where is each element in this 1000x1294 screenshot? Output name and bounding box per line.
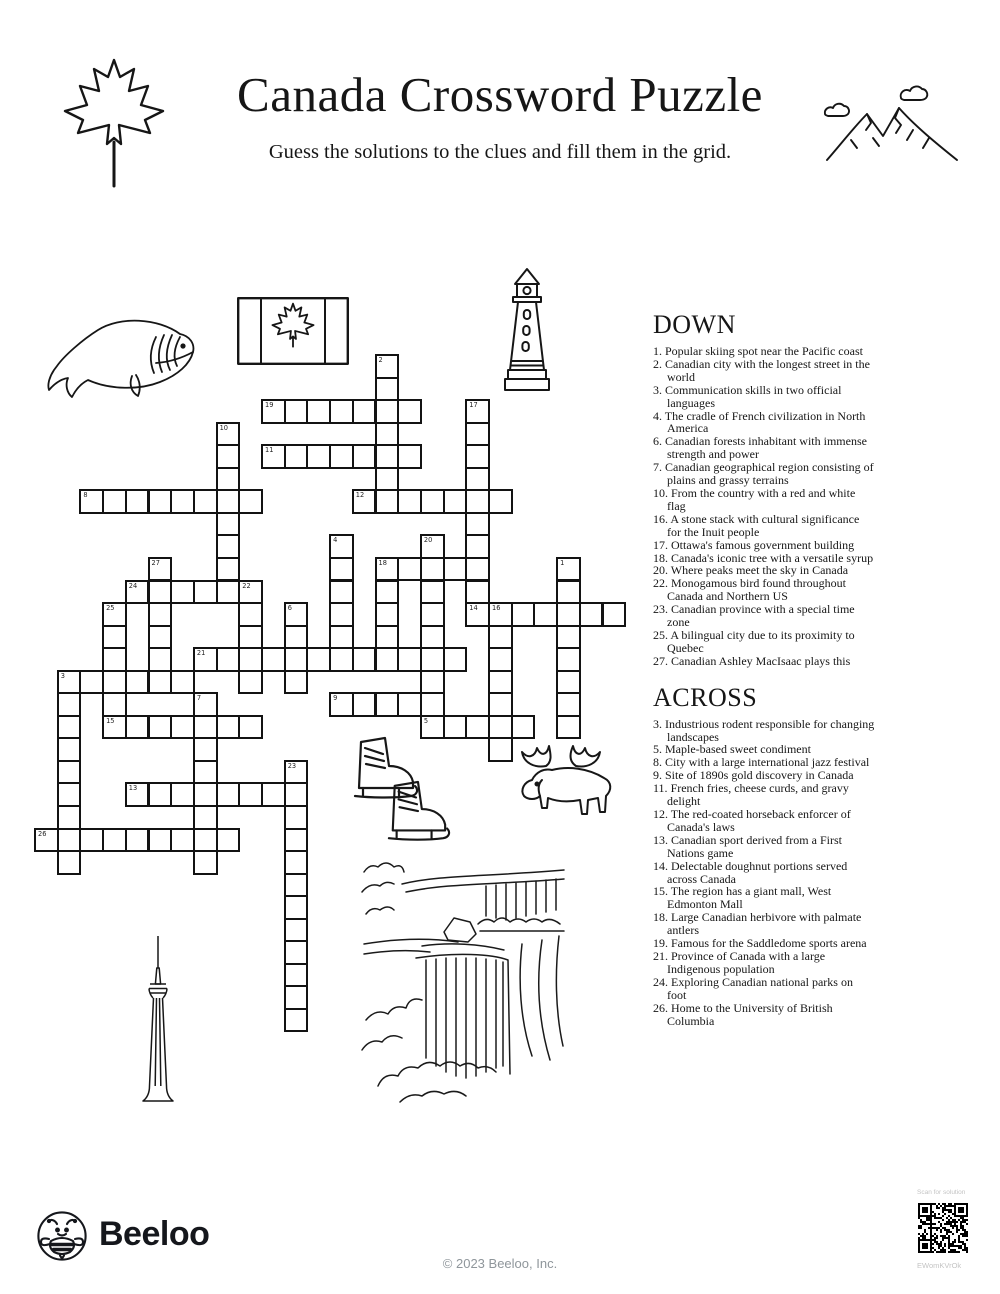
grid-cell[interactable] [125, 828, 150, 853]
grid-cell[interactable] [148, 828, 173, 853]
grid-cell[interactable] [193, 489, 218, 514]
clue-item: 2. Canadian city with the longest street in the world [653, 356, 870, 384]
clue-item: 5. Maple-based sweet condiment [653, 742, 811, 757]
clue-item: 17. Ottawa's famous government building [653, 537, 855, 552]
grid-cell[interactable] [306, 647, 331, 672]
grid-cell[interactable] [125, 782, 150, 807]
cell-number: 21 [196, 649, 206, 658]
grid-cell[interactable] [465, 444, 490, 469]
grid-cell[interactable] [216, 534, 241, 559]
cell-number: 12 [355, 491, 365, 500]
grid-cell[interactable] [329, 602, 354, 627]
grid-cell[interactable] [556, 715, 581, 740]
grid-cell[interactable] [79, 489, 104, 514]
cell-number: 5 [423, 716, 429, 725]
grid-cell[interactable] [148, 602, 173, 627]
grid-cell[interactable] [420, 715, 445, 740]
grid-cell[interactable] [375, 625, 400, 650]
grid-cell[interactable] [329, 580, 354, 605]
grid-cell[interactable] [216, 647, 241, 672]
grid-cell[interactable] [329, 534, 354, 559]
grid-cell[interactable] [352, 692, 377, 717]
grid-cell[interactable] [420, 534, 445, 559]
grid-cell[interactable] [170, 580, 195, 605]
cell-number: 1 [560, 558, 565, 567]
grid-cell[interactable] [488, 489, 513, 514]
grid-cell[interactable] [420, 647, 445, 672]
grid-cell[interactable] [284, 760, 309, 785]
grid-cell[interactable] [465, 399, 490, 424]
grid-cell[interactable] [238, 602, 263, 627]
clue-item: 25. A bilingual city due to its proximity to Quebec [653, 627, 855, 655]
grid-cell[interactable] [375, 692, 400, 717]
grid-cell[interactable] [193, 647, 218, 672]
grid-cell[interactable] [216, 422, 241, 447]
grid-cell[interactable] [216, 782, 241, 807]
qr-scan-label: Scan for solution [917, 1189, 966, 1196]
cell-number: 13 [128, 784, 138, 793]
grid-cell[interactable] [148, 489, 173, 514]
grid-cell[interactable] [284, 985, 309, 1010]
cell-number: 7 [196, 694, 202, 703]
grid-cell[interactable] [284, 647, 309, 672]
grid-cell[interactable] [148, 782, 173, 807]
across-heading: ACROSS [653, 682, 758, 712]
clue-item: 4. The cradle of French civilization in North America [653, 408, 866, 436]
grid-cell[interactable] [329, 692, 354, 717]
grid-cell[interactable] [375, 557, 400, 582]
grid-cell[interactable] [261, 399, 286, 424]
grid-cell[interactable] [556, 625, 581, 650]
cell-number: 24 [128, 581, 138, 590]
grid-cell[interactable] [352, 444, 377, 469]
grid-cell[interactable] [329, 399, 354, 424]
clue-item: 12. The red-coated horseback enforcer of Canada's laws [653, 807, 851, 834]
clue-item: 9. Site of 1890s gold discovery in Canada [653, 768, 854, 783]
grid-cell[interactable] [420, 489, 445, 514]
grid-cell[interactable] [375, 647, 400, 672]
cell-number: 16 [492, 604, 501, 613]
clue-item: 1. Popular skiing spot near the Pacific coast [653, 344, 863, 358]
clue-item: 19. Famous for the Saddledome sports arena [653, 936, 867, 951]
grid-cell[interactable] [375, 467, 400, 492]
grid-cell[interactable] [193, 760, 218, 785]
grid-cell[interactable] [352, 489, 377, 514]
clue-item: 15. The region has a giant mall, West Edmonton Mall [653, 884, 832, 912]
grid-cell[interactable] [170, 489, 195, 514]
grid-cell[interactable] [57, 782, 82, 807]
grid-cell[interactable] [284, 602, 309, 627]
clue-item: 7. Canadian geographical region consisting of plains and grassy terrains [653, 460, 874, 488]
grid-cell[interactable] [284, 805, 309, 830]
cell-number: 3 [60, 671, 65, 680]
grid-cell[interactable] [397, 557, 422, 582]
grid-cell[interactable] [57, 828, 82, 853]
grid-cell[interactable] [375, 377, 400, 402]
grid-cell[interactable] [375, 580, 400, 605]
grid-cell[interactable] [102, 625, 127, 650]
grid-cell[interactable] [488, 602, 513, 627]
grid-cell[interactable] [420, 625, 445, 650]
clue-item: 3. Industrious rodent responsible for changing landscapes [653, 716, 875, 744]
grid-cell[interactable] [148, 715, 173, 740]
cell-number: 19 [265, 401, 274, 410]
grid-cell[interactable] [193, 737, 218, 762]
grid-cell[interactable] [306, 399, 331, 424]
clue-item: 16. A stone stack with cultural significance for the Inuit people [653, 511, 860, 539]
copyright-text: © 2023 Beeloo, Inc. [442, 1256, 558, 1271]
grid-cell[interactable] [284, 895, 309, 920]
grid-cell[interactable] [465, 512, 490, 537]
grid-cell[interactable] [465, 715, 490, 740]
grid-cell[interactable] [102, 670, 127, 695]
cell-number: 23 [287, 761, 297, 770]
grid-cell[interactable] [193, 828, 218, 853]
cell-number: 26 [38, 829, 47, 838]
grid-cell[interactable] [329, 625, 354, 650]
grid-cell[interactable] [397, 399, 422, 424]
grid-cell[interactable] [284, 963, 309, 988]
grid-cell[interactable] [375, 444, 400, 469]
grid-cell[interactable] [34, 828, 59, 853]
grid-cell[interactable] [148, 557, 173, 582]
grid-cell[interactable] [57, 737, 82, 762]
grid-cell[interactable] [193, 715, 218, 740]
grid-cell[interactable] [375, 399, 400, 424]
clue-item: 6. Canadian forests inhabitant with immense strength and power [653, 434, 867, 462]
grid-cell[interactable] [556, 557, 581, 582]
grid-cell[interactable] [329, 647, 354, 672]
grid-cell[interactable] [125, 489, 150, 514]
grid-cell[interactable] [238, 782, 263, 807]
grid-cell[interactable] [284, 918, 309, 943]
grid-cell[interactable] [261, 444, 286, 469]
grid-cell[interactable] [102, 692, 127, 717]
grid-cell[interactable] [284, 873, 309, 898]
cell-number: 20 [423, 536, 433, 545]
grid-cell[interactable] [57, 715, 82, 740]
clue-item: 18. Canada's iconic tree with a versatile syrup [653, 550, 874, 565]
grid-cell[interactable] [170, 828, 195, 853]
grid-cell[interactable] [238, 489, 263, 514]
grid-cell[interactable] [148, 580, 173, 605]
grid-cell[interactable] [556, 670, 581, 695]
grid-cell[interactable] [284, 670, 309, 695]
grid-cell[interactable] [420, 557, 445, 582]
clue-item: 14. Delectable doughnut portions served across Canada [653, 858, 848, 886]
grid-cell[interactable] [57, 850, 82, 875]
clue-item: 3. Communication skills in two official languages [653, 382, 842, 410]
grid-cell[interactable] [556, 602, 581, 627]
grid-cell[interactable] [284, 828, 309, 853]
grid-cell[interactable] [397, 489, 422, 514]
grid-cell[interactable] [375, 422, 400, 447]
grid-cell[interactable] [465, 580, 490, 605]
grid-cell[interactable] [420, 692, 445, 717]
clue-item: 20. Where peaks meet the sky in Canada [653, 563, 849, 578]
clue-item: 13. Canadian sport derived from a First Nations game [653, 832, 842, 860]
grid-cell[interactable] [125, 715, 150, 740]
grid-cell[interactable] [148, 647, 173, 672]
cell-number: 11 [265, 446, 274, 455]
grid-cell[interactable] [216, 467, 241, 492]
cell-number: 6 [287, 604, 292, 613]
grid-cell[interactable] [193, 580, 218, 605]
cell-number: 9 [333, 694, 338, 703]
grid-cell[interactable] [284, 444, 309, 469]
grid-cell[interactable] [170, 782, 195, 807]
cell-number: 4 [333, 536, 338, 545]
grid-cell[interactable] [216, 828, 241, 853]
qr-code [916, 1201, 970, 1255]
cell-number: 17 [469, 401, 478, 410]
grid-cell[interactable] [261, 782, 286, 807]
grid-cell[interactable] [420, 580, 445, 605]
grid-cell[interactable] [329, 557, 354, 582]
cell-number: 18 [378, 558, 387, 567]
grid-cell[interactable] [57, 670, 82, 695]
clue-item: 8. City with a large international jazz festival [653, 755, 870, 770]
grid-cell[interactable] [216, 444, 241, 469]
grid-cell[interactable] [238, 715, 263, 740]
grid-cell[interactable] [443, 647, 468, 672]
brand-wordmark: Beeloo [99, 1215, 210, 1253]
grid-cell[interactable] [216, 557, 241, 582]
grid-cell[interactable] [556, 647, 581, 672]
grid-cell[interactable] [102, 602, 127, 627]
grid-cell[interactable] [511, 602, 536, 627]
clue-item: 27. Canadian Ashley MacIsaac plays this [653, 653, 851, 668]
grid-cell[interactable] [125, 580, 150, 605]
grid-cell[interactable] [420, 670, 445, 695]
clue-item: 24. Exploring Canadian national parks on foot [653, 974, 853, 1002]
grid-cell[interactable] [57, 692, 82, 717]
grid-cell[interactable] [102, 828, 127, 853]
grid-cell[interactable] [443, 557, 468, 582]
grid-cell[interactable] [397, 647, 422, 672]
grid-cell[interactable] [488, 670, 513, 695]
clue-item: 11. French fries, cheese curds, and gravy delight [653, 781, 849, 809]
grid-cell[interactable] [284, 399, 309, 424]
grid-cell[interactable] [488, 647, 513, 672]
grid-cell[interactable] [465, 557, 490, 582]
grid-cell[interactable] [397, 444, 422, 469]
grid-cell[interactable] [465, 534, 490, 559]
grid-cell[interactable] [284, 782, 309, 807]
cell-number: 8 [83, 491, 88, 500]
cell-number: 27 [151, 558, 160, 567]
grid-cell[interactable] [148, 670, 173, 695]
page-subtitle: Guess the solutions to the clues and fill them in the grid. [268, 141, 732, 163]
grid-cell[interactable] [216, 512, 241, 537]
clue-item: 23. Canadian province with a special time zone [653, 602, 855, 630]
grid-cell[interactable] [193, 850, 218, 875]
grid-cell[interactable] [148, 625, 173, 650]
grid-cell[interactable] [579, 602, 604, 627]
grid-cell[interactable] [238, 670, 263, 695]
grid-cell[interactable] [284, 940, 309, 965]
grid-cell[interactable] [511, 715, 536, 740]
cell-number: 10 [219, 423, 228, 432]
qr-code-id: EWomKVrOk [917, 1261, 962, 1270]
grid-cell[interactable] [79, 828, 104, 853]
grid-cell[interactable] [375, 489, 400, 514]
grid-cell[interactable] [488, 625, 513, 650]
grid-cell[interactable] [170, 715, 195, 740]
grid-cell[interactable] [216, 715, 241, 740]
grid-cell[interactable] [375, 354, 400, 379]
grid-cell[interactable] [397, 692, 422, 717]
grid-cell[interactable] [193, 782, 218, 807]
grid-cell[interactable] [465, 467, 490, 492]
down-heading: DOWN [653, 310, 736, 339]
grid-cell[interactable] [420, 602, 445, 627]
grid-cell[interactable] [193, 805, 218, 830]
grid-cell[interactable] [238, 580, 263, 605]
page-title: Canada Crossword Puzzle [237, 67, 763, 122]
bee-logo-icon [36, 1210, 88, 1262]
grid-cell[interactable] [306, 444, 331, 469]
grid-cell[interactable] [443, 715, 468, 740]
grid-cell[interactable] [261, 647, 286, 672]
cell-number: 15 [106, 716, 115, 725]
grid-cell[interactable] [465, 489, 490, 514]
grid-cell[interactable] [465, 422, 490, 447]
grid-cell[interactable] [102, 715, 127, 740]
grid-cell[interactable] [170, 670, 195, 695]
grid-cell[interactable] [375, 602, 400, 627]
grid-cell[interactable] [238, 647, 263, 672]
grid-cell[interactable] [443, 489, 468, 514]
grid-cell[interactable] [488, 737, 513, 762]
cell-number: 2 [378, 356, 383, 364]
grid-cell[interactable] [488, 715, 513, 740]
grid-cell[interactable] [284, 625, 309, 650]
grid-cell[interactable] [465, 602, 490, 627]
cell-number: 14 [469, 604, 478, 613]
clue-item: 18. Large Canadian herbivore with palmate antlers [653, 910, 862, 938]
grid-cell[interactable] [352, 647, 377, 672]
grid-cell[interactable] [284, 1008, 309, 1033]
grid-cell[interactable] [284, 850, 309, 875]
grid-cell[interactable] [238, 625, 263, 650]
grid-cell[interactable] [556, 580, 581, 605]
grid-cell[interactable] [488, 692, 513, 717]
cell-number: 22 [242, 581, 251, 590]
grid-cell[interactable] [125, 670, 150, 695]
clue-item: 22. Monogamous bird found throughout Canada and Northern US [653, 576, 846, 604]
grid-cell[interactable] [329, 444, 354, 469]
clue-item: 21. Province of Canada with a large Indigenous population [653, 948, 826, 976]
grid-cell[interactable] [533, 602, 558, 627]
grid-cell[interactable] [193, 692, 218, 717]
grid-cell[interactable] [602, 602, 627, 627]
clue-item: 10. From the country with a red and white flag [653, 485, 856, 513]
grid-cell[interactable] [102, 647, 127, 672]
grid-cell[interactable] [216, 580, 241, 605]
grid-cell[interactable] [352, 399, 377, 424]
grid-cell[interactable] [102, 489, 127, 514]
grid-cell[interactable] [57, 805, 82, 830]
clue-item: 26. Home to the University of British Columbia [653, 1000, 833, 1028]
grid-cell[interactable] [556, 692, 581, 717]
grid-cell[interactable] [216, 489, 241, 514]
cell-number: 25 [106, 604, 115, 613]
grid-cell[interactable] [57, 760, 82, 785]
grid-cell[interactable] [79, 670, 104, 695]
